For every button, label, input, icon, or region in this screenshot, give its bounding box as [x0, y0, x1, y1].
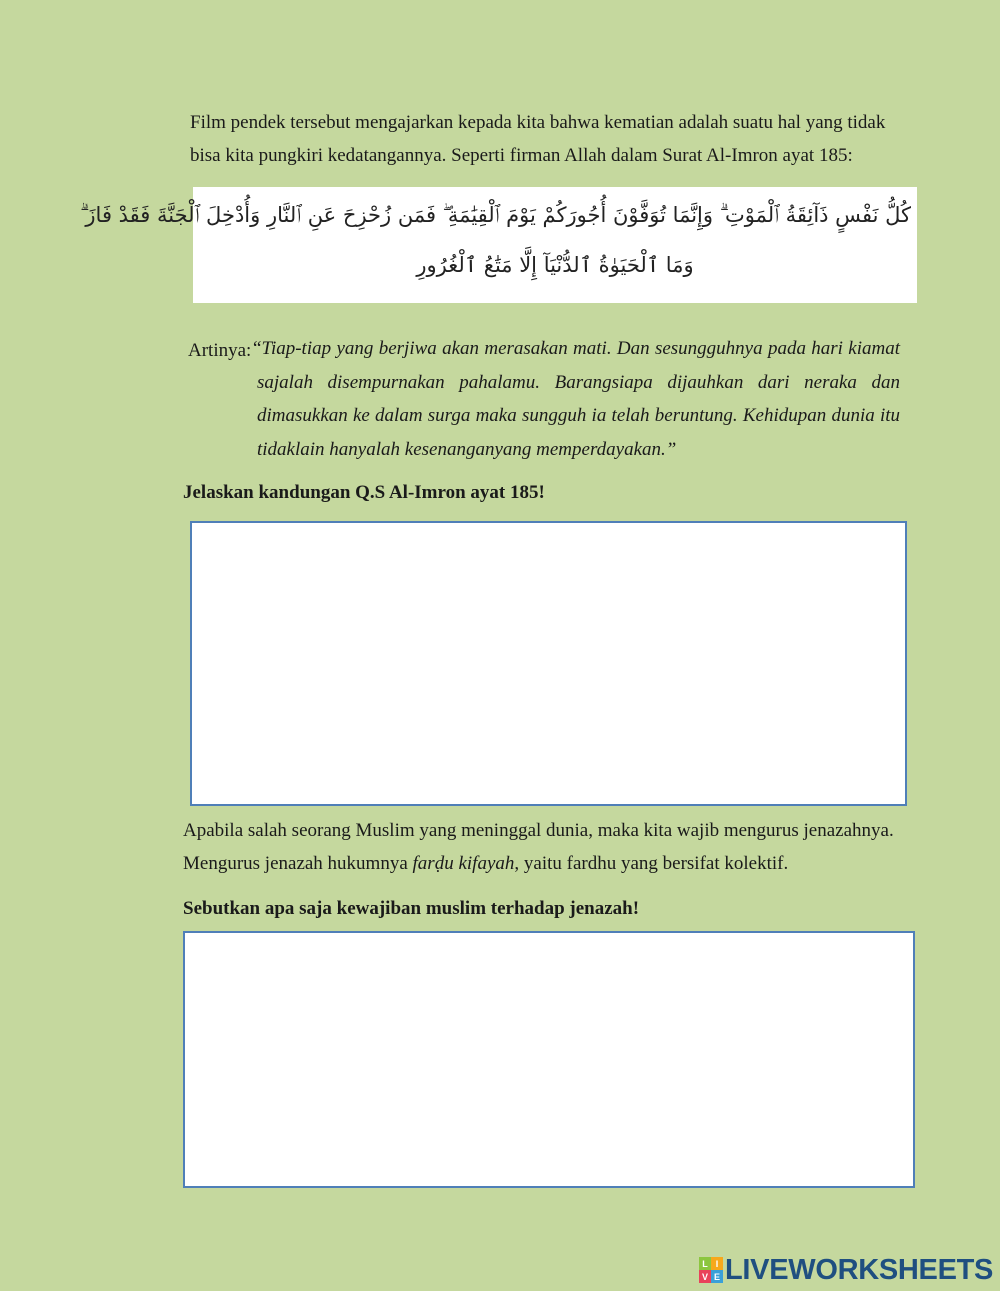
translation-label: Artinya:: [188, 340, 252, 361]
verse-line-2: وَمَا ٱلْحَيَوٰةُ ٱلدُّنْيَآ إِلَّا مَتَٰعُ ٱلْغُرُورِ: [416, 253, 694, 277]
intro-line-2: bisa kita pungkiri kedatangannya. Seperti firman Allah dalam Surat Al-Imron ayat 185:: [190, 145, 853, 166]
intro-paragraph: [190, 106, 915, 172]
paragraph-2-line-2: [183, 847, 923, 880]
translation-open-quote: “: [253, 338, 262, 359]
liveworksheets-logo-text: LIVEWORKSHEETS: [725, 1253, 994, 1286]
liveworksheets-mark-icon: [699, 1257, 723, 1283]
question-1: Jelaskan kandungan Q.S Al-Imron ayat 185!: [183, 482, 545, 503]
answer-box-2[interactable]: [183, 931, 915, 1188]
question-2: Sebutkan apa saja kewajiban muslim terhadap jenazah!: [183, 898, 640, 919]
logo-mark-v: V: [699, 1270, 711, 1283]
answer-box-1[interactable]: [190, 521, 907, 806]
logo-mark-e: E: [711, 1270, 723, 1283]
verse-line-1: كُلُّ نَفْسٍ ذَآئِقَةُ ٱلْمَوْتِ ۗ وَإِنَّمَا تُوَفَّوْنَ أُجُورَكُمْ يَوْمَ ٱلْقِيَٰمَةِ ۖ فَمَن زُحْزِحَ عَنِ ٱلنَّارِ وَأُدْخِلَ ٱلْجَنَّةَ فَقَدْ فَازَ ۗ: [80, 203, 911, 227]
paragraph-2-line-2-post: , yaitu fardhu yang bersifat kolektif.: [514, 853, 789, 874]
translation-text: [253, 332, 900, 466]
logo-mark-i: I: [711, 1257, 723, 1270]
liveworksheets-logo[interactable]: [699, 1253, 993, 1287]
verse-image-box: [80, 187, 917, 303]
intro-line-1: Film pendek tersebut mengajarkan kepada kita bahwa kematian adalah suatu hal yang tidak: [190, 112, 886, 133]
logo-mark-l: L: [699, 1257, 711, 1270]
paragraph-2-line-1: Apabila salah seorang Muslim yang meninggal dunia, maka kita wajib mengurus jenazahnya.: [183, 820, 894, 841]
paragraph-2-line-2-pre: Mengurus jenazah hukumnya: [183, 853, 413, 874]
translation-body: Tiap-tiap yang berjiwa akan merasakan mati. Dan sesungguhnya pada hari kiamat sajalah disempurnakan pahalamu. Barangsiapa dijauhkan dari neraka dan dimasukkan ke dalam surga maka sungguh ia telah beruntung. Kehidupan dunia itu tidaklain hanyalah kesenanganyang memperdayakan.”: [257, 338, 900, 460]
fardu-kifayah-term: farḍu kifayah: [412, 853, 515, 874]
paragraph-2: [183, 814, 923, 880]
